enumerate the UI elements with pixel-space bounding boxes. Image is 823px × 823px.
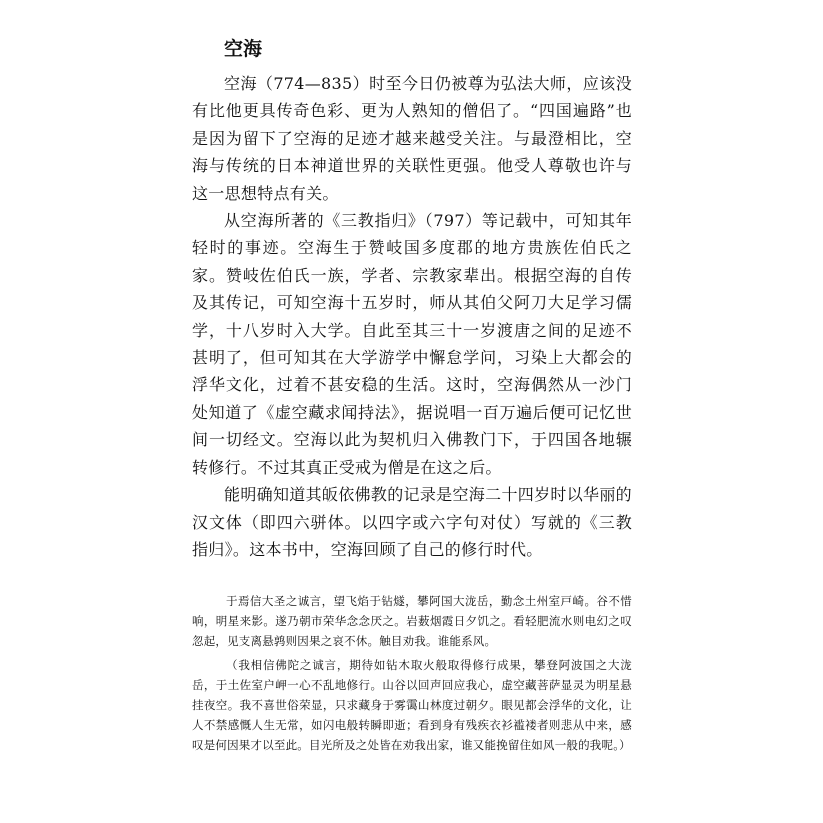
page-content [192,30,632,755]
paragraph-3: 能明确知道其皈依佛教的记录是空海二十四岁时以华丽的汉文体（即四六骈体。以四字或六字句对仗）写就的《三教指归》。这本书中，空海回顾了自己的修行时代。 [192,485,632,559]
paragraph-2: 从空海所著的《三教指归》（797）等记载中，可知其年轻时的事迹。空海生于赞岐国多度郡的地方贵族佐伯氏之家。赞岐佐伯氏一族，学者、宗教家辈出。根据空海的自传及其传记，可知空海十五岁时，师从其伯父阿刀大足学习儒学，十八岁时入大学。自此至其三十一岁渡唐之间的足迹不甚明了，但可知其在大学游学中懈怠学问，习染上大都会的浮华文化，过着不甚安稳的生活。这时，空海偶然从一沙门处知道了《虚空藏求闻持法》，据说唱一百万遍后便可记忆世间一切经文。空海以此为契机归入佛教门下，于四国各地辗转修行。不过其真正受戒为僧是在这之后。 [192,211,632,477]
body-text [192,70,632,563]
paragraph-1: 空海（774—835）时至今日仍被尊为弘法大师，应该没有比他更具传奇色彩、更为人熟知的僧侣了。“四国遍路”也是因为留下了空海的足迹才越来越受关注。与最澄相比，空海与传统的日本神道世界的关联性更强。他受人尊敬也许与这一思想特点有关。 [192,74,632,203]
quote-translation: （我相信佛陀之诚言，期待如钻木取火般取得修行成果，攀登阿波国之大泷岳，于土佐室户岬一心不乱地修行。山谷以回声回应我心，虚空藏菩萨显灵为明星悬挂夜空。我不喜世俗荣显，只求藏身于雾霭山林度过朝夕。眼见都会浮华的文化，让人不禁感慨人生无常，如闪电般转瞬即逝；看到身有残疾衣衫褴褛者则悲从中来，感叹是何因果才以至此。目光所及之处皆在劝我出家，谁又能挽留住如风一般的我呢。） [192,658,632,753]
quote-original: 于焉信大圣之诚言，望飞焰于钻燧，攀阿国大泷岳，勤念土州室戸崎。谷不惜响，明星来影。遂乃朝市荣华念念厌之。岩薮烟霞日夕饥之。看轻肥流水则电幻之叹忽起，见支离悬鹑则因果之哀不休。触目劝我。谁能系风。 [192,594,632,649]
quotation-block [192,591,632,755]
page-title: 空海 [224,38,263,60]
